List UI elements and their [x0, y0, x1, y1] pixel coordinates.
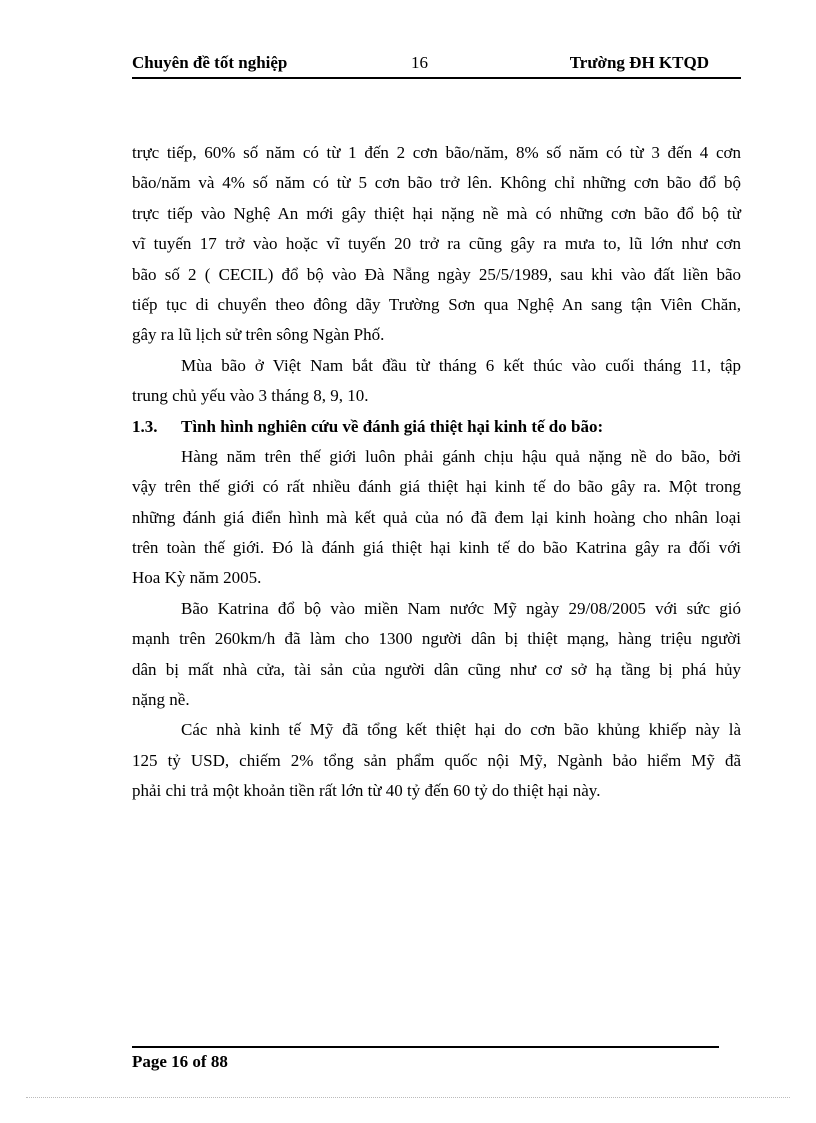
paragraph-line: trên toàn thế giới. Đó là đánh giá thiệt hại kinh tế do bão Katrina gây ra đối với [132, 538, 741, 558]
header-page-number: 16 [411, 53, 428, 72]
paragraph-line: trung chủ yếu vào 3 tháng 8, 9, 10. [132, 386, 369, 406]
paragraph-line: Hoa Kỳ năm 2005. [132, 568, 262, 588]
paragraph-line: 125 tỷ USD, chiếm 2% tổng sản phẩm quốc nội Mỹ, Ngành bảo hiểm Mỹ đã [132, 750, 741, 770]
page-footer: Page 16 of 88 [132, 1052, 228, 1071]
paragraph-line: Mùa bão ở Việt Nam bắt đầu từ tháng 6 kết thúc vào cuối tháng 11, tập [181, 355, 741, 375]
paragraph-line: gây ra lũ lịch sử trên sông Ngàn Phố. [132, 325, 385, 345]
page-edge-divider [26, 1097, 790, 1098]
section-heading [132, 412, 741, 442]
paragraph-line: vậy trên thế giới có rất nhiều đánh giá thiệt hại kinh tế do bão gây ra. Một trong [132, 477, 741, 497]
paragraph-line: dân bị mất nhà cửa, tài sản của người dân cũng như cơ sở hạ tầng bị phá hủy [132, 659, 741, 679]
paragraph-line: nặng nề. [132, 690, 190, 710]
header-university: Trường ĐH KTQD [569, 53, 709, 72]
paragraph-line: bão số 2 ( CECIL) đổ bộ vào Đà Nẵng ngày 25/5/1989, sau khi vào đất liền bão [132, 264, 741, 284]
paragraph-line: tiếp tục di chuyển theo đông dãy Trường Sơn qua Nghệ An sang tận Viên Chăn, [132, 294, 741, 314]
paragraph-line: trực tiếp vào Nghệ An mới gây thiệt hại nặng nề mà có những cơn bão đổ bộ từ [132, 203, 741, 223]
section-number: 1.3. [132, 416, 158, 436]
paragraph-line: Hàng năm trên thế giới luôn phải gánh chịu hậu quả nặng nề do bão, bởi [181, 446, 741, 466]
section-title: Tình hình nghiên cứu về đánh giá thiệt hại kinh tế do bão: [181, 416, 604, 436]
document-body [132, 138, 741, 807]
paragraph-line: Các nhà kinh tế Mỹ đã tổng kết thiệt hại do cơn bão khủng khiếp này là [181, 720, 741, 740]
paragraph-line: phải chi trả một khoản tiền rất lớn từ 40 tỷ đến 60 tỷ do thiệt hại này. [132, 781, 601, 801]
paragraph-line: những đánh giá điển hình mà kết quả của nó đã đem lại kinh hoàng cho nhân loại [132, 507, 741, 527]
footer-divider [132, 1046, 719, 1048]
page-header [132, 51, 741, 79]
paragraph-line: trực tiếp, 60% số năm có từ 1 đến 2 cơn bão/năm, 8% số năm có từ 3 đến 4 cơn [132, 143, 741, 162]
paragraph-line: vĩ tuyến 17 trở vào hoặc vĩ tuyến 20 trở ra cũng gây ra mưa to, lũ lớn như cơn [132, 234, 741, 254]
paragraph-line: mạnh trên 260km/h đã làm cho 1300 người dân bị thiệt mạng, hàng triệu người [132, 629, 741, 649]
paragraph-line: Bão Katrina đổ bộ vào miền Nam nước Mỹ ngày 29/08/2005 với sức gió [181, 598, 741, 618]
header-course-title: Chuyên đề tốt nghiệp [132, 53, 288, 72]
paragraph-line: bão/năm và 4% số năm có từ 5 cơn bão trở lên. Không chỉ những cơn bão đổ bộ [132, 173, 741, 193]
